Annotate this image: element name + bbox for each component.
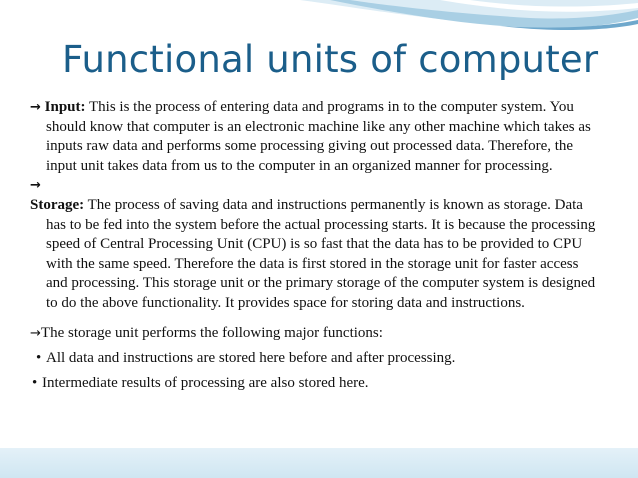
arrow-icon: → [30, 326, 41, 341]
functions-intro [30, 324, 596, 344]
functions-intro-text: The storage unit performs the following major functions: [40, 325, 383, 341]
input-paragraph [30, 98, 596, 176]
bullet-icon: • [32, 375, 38, 391]
list-item [30, 349, 596, 369]
input-text: This is the process of entering data and programs in to the computer system. You should know that computer is an electronic machine like any other machine which takes as inputs raw data and performs some processing giving out processed data. Therefore, the input unit takes data from us to the computer in an organized manner for processing. [46, 99, 591, 174]
empty-arrow-line [30, 176, 596, 196]
storage-paragraph [30, 196, 596, 313]
arrow-icon: → [30, 178, 41, 193]
storage-text: The process of saving data and instructions permanently is known as storage. Data has to be fed into the system before the actual processing starts. It is because the processing speed of Central Processing Unit (CPU) is so fast that the data has to be provided to CPU with the same speed. Therefore the data is first stored in the storage unit for faster access and processing. This storage unit or the primary storage of the computer system is designed to do the above functionality. It provides space for storing data and instructions. [46, 197, 596, 311]
input-label: Input: [44, 99, 86, 115]
bottom-band [0, 448, 638, 478]
content-body [30, 98, 596, 394]
bullet-icon: • [36, 349, 42, 366]
arrow-icon: → [30, 100, 41, 115]
list-item-text: Intermediate results of processing are also stored here. [42, 375, 369, 391]
list-item-text: All data and instructions are stored here before and after processing. [46, 349, 456, 366]
page-title: Functional units of computer [62, 38, 599, 81]
storage-label: Storage: [30, 197, 85, 213]
list-item [30, 374, 596, 394]
